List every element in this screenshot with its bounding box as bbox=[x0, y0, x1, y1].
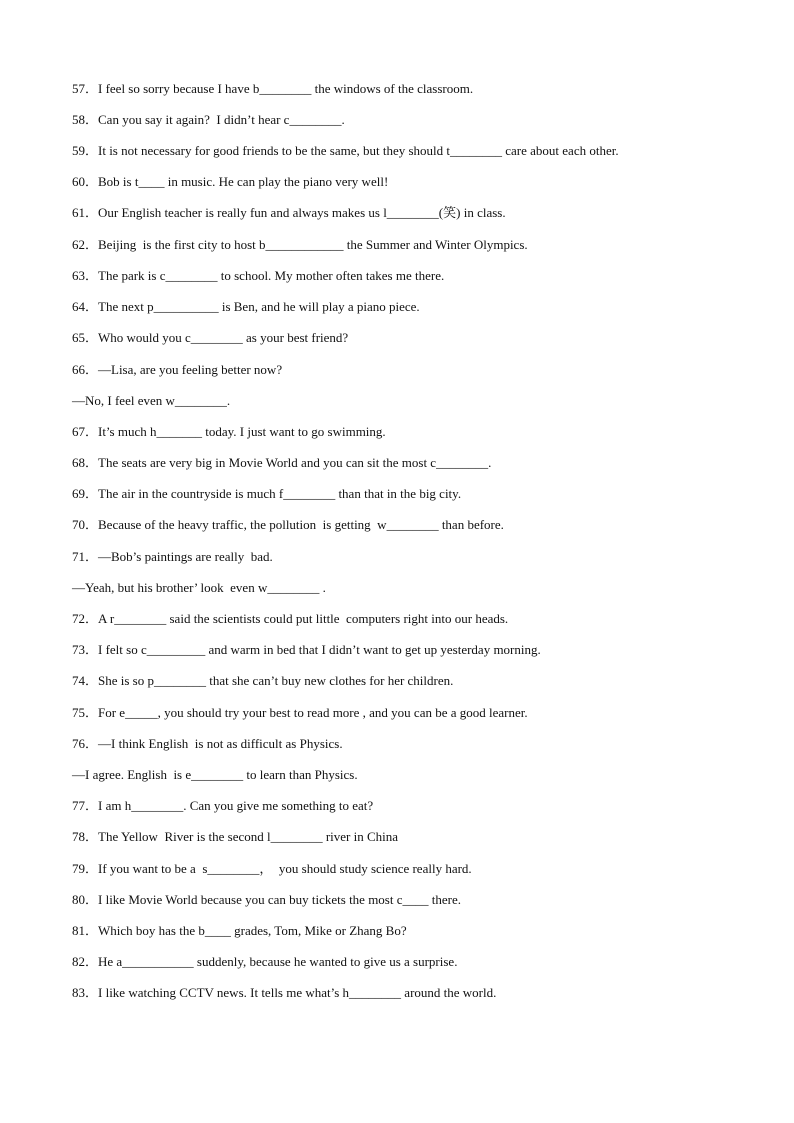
question-60: 60．Bob is t____ in music. He can play the piano very well! bbox=[72, 174, 389, 189]
question-70: 70．Because of the heavy traffic, the pollution is getting w________ than before. bbox=[72, 517, 504, 532]
question-67: 67．It’s much h_______ today. I just want to go swimming. bbox=[72, 424, 386, 439]
question-78: 78．The Yellow River is the second l________ river in China bbox=[72, 829, 399, 844]
question-68: 68．The seats are very big in Movie World and you can sit the most c________. bbox=[72, 455, 492, 470]
question-80: 80．I like Movie World because you can buy tickets the most c____ there. bbox=[72, 892, 461, 907]
question-63: 63．The park is c________ to school. My mother often takes me there. bbox=[72, 268, 445, 283]
question-71-prompt: 71．—Bob’s paintings are really bad. bbox=[72, 549, 273, 564]
question-69: 69．The air in the countryside is much f________ than that in the big city. bbox=[72, 486, 462, 501]
question-83: 83．I like watching CCTV news. It tells me what’s h________ around the world. bbox=[72, 985, 497, 1000]
question-65: 65．Who would you c________ as your best friend? bbox=[72, 330, 349, 345]
question-72: 72．A r________ said the scientists could put little computers right into our heads. bbox=[72, 611, 509, 626]
question-75: 75．For e_____, you should try your best to read more , and you can be a good learner. bbox=[72, 705, 528, 720]
question-74: 74．She is so p________ that she can’t buy new clothes for her children. bbox=[72, 673, 454, 688]
question-58: 58．Can you say it again? I didn’t hear c________. bbox=[72, 112, 345, 127]
question-77: 77．I am h________. Can you give me something to eat? bbox=[72, 798, 374, 813]
question-59: 59．It is not necessary for good friends to be the same, but they should t________ care about each other. bbox=[72, 143, 619, 158]
question-81: 81．Which boy has the b____ grades, Tom, Mike or Zhang Bo? bbox=[72, 923, 407, 938]
question-61: 61．Our English teacher is really fun and always makes us l________(笑) in class. bbox=[72, 205, 506, 220]
question-76-prompt: 76．—I think English is not as difficult as Physics. bbox=[72, 736, 343, 751]
question-66-prompt: 66．—Lisa, are you feeling better now? bbox=[72, 362, 283, 377]
question-82: 82．He a___________ suddenly, because he wanted to give us a surprise. bbox=[72, 954, 458, 969]
question-73: 73．I felt so c_________ and warm in bed that I didn’t want to get up yesterday morning. bbox=[72, 642, 541, 657]
question-64: 64．The next p__________ is Ben, and he will play a piano piece. bbox=[72, 299, 420, 314]
question-66-reply: —No, I feel even w________. bbox=[72, 393, 231, 408]
question-76-reply: —I agree. English is e________ to learn than Physics. bbox=[72, 767, 358, 782]
question-57: 57．I feel so sorry because I have b________ the windows of the classroom. bbox=[72, 81, 474, 96]
question-62: 62．Beijing is the first city to host b____________ the Summer and Winter Olympics. bbox=[72, 237, 528, 252]
question-79: 79．If you want to be a s________， you should study science really hard. bbox=[72, 861, 472, 876]
question-71-reply: —Yeah, but his brother’ look even w________ . bbox=[72, 580, 326, 595]
